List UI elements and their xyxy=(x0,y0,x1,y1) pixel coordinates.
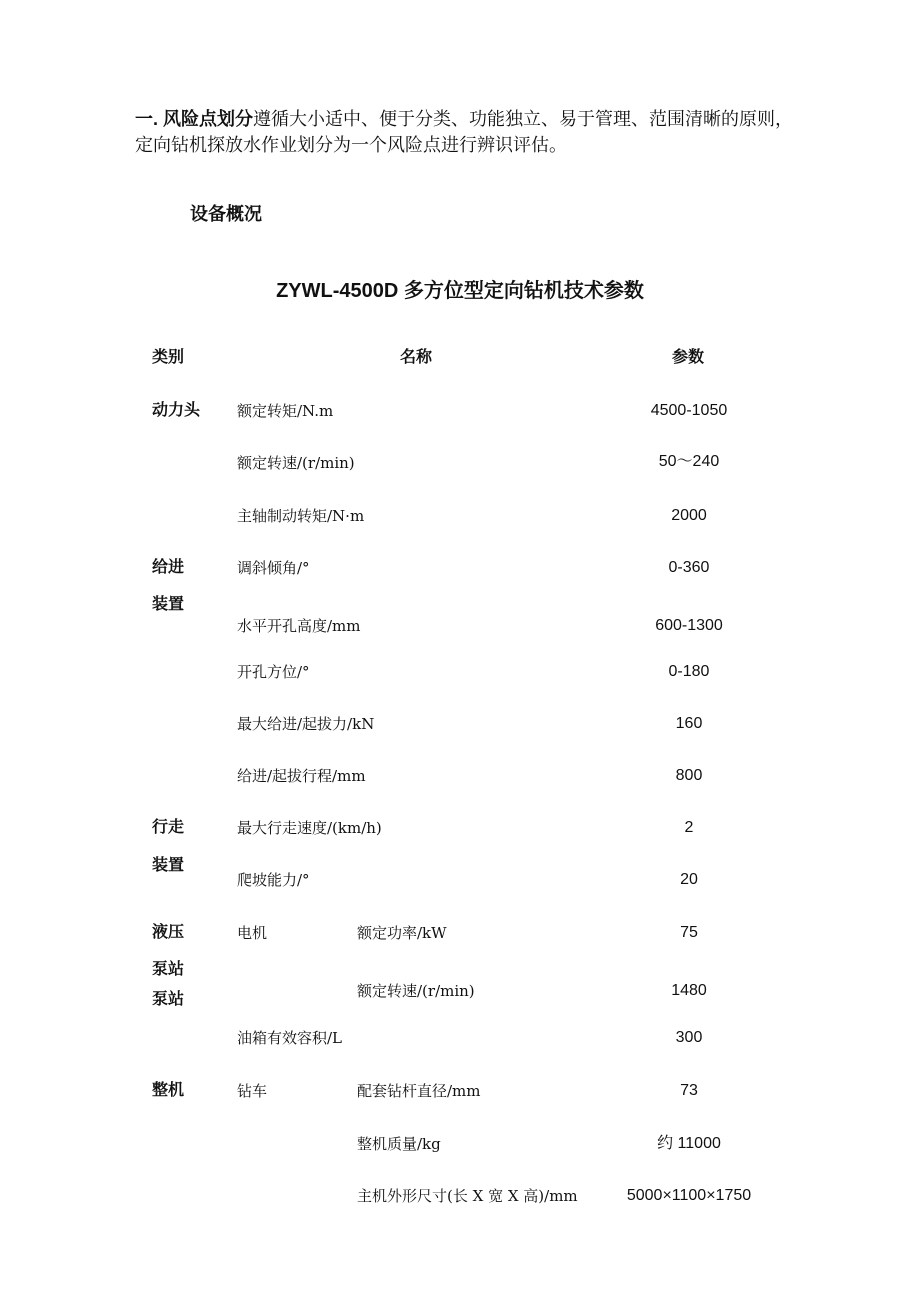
row-name: 爬坡能力/° xyxy=(237,871,310,889)
row-value: 4500-1050 xyxy=(650,402,728,419)
row-name: 额定转速/(r/min) xyxy=(237,454,355,472)
row-value: 800 xyxy=(675,767,703,784)
row-name: 主轴制动转矩/N·m xyxy=(237,507,365,525)
row-value: 73 xyxy=(680,1082,698,1099)
row-value: 2000 xyxy=(671,507,707,524)
row-name: 油箱有效容积/L xyxy=(237,1029,343,1047)
row-name: 主机外形尺寸(长 X 宽 X 高)/mm xyxy=(357,1187,578,1205)
table-title: ZYWL-4500D 多方位型定向钻机技术参数 xyxy=(276,280,644,302)
category-label: 行走 xyxy=(152,819,185,836)
row-name: 整机质量/kg xyxy=(357,1135,441,1153)
header-category: 类别 xyxy=(152,349,185,366)
row-name: 配套钻杆直径/mm xyxy=(357,1082,481,1100)
header-name: 名称 xyxy=(400,349,433,366)
subgroup-label: 电机 xyxy=(237,924,268,942)
row-value: 20 xyxy=(680,871,698,888)
row-value: 0-180 xyxy=(668,663,710,680)
category-label: 装置 xyxy=(152,596,185,613)
row-value: 300 xyxy=(675,1029,703,1046)
row-value: 1480 xyxy=(671,982,707,999)
row-value: 600-1300 xyxy=(655,617,723,634)
category-label: 泵站 xyxy=(152,961,185,978)
category-label: 泵站 xyxy=(152,991,185,1008)
intro-lead: 一. 风险点划分 xyxy=(135,109,254,129)
row-name: 最大行走速度/(km/h) xyxy=(237,819,382,837)
intro-paragraph xyxy=(135,106,795,158)
row-name: 额定转速/(r/min) xyxy=(357,982,475,1000)
row-value: 约 11000 xyxy=(657,1135,721,1152)
row-name: 调斜倾角/° xyxy=(237,559,310,577)
subgroup-label: 钻车 xyxy=(237,1082,268,1100)
header-value: 参数 xyxy=(672,349,705,366)
row-name: 开孔方位/° xyxy=(237,663,310,681)
category-label: 给进 xyxy=(152,559,185,576)
category-label: 液压 xyxy=(152,924,185,941)
row-value: 5000×1100×1750 xyxy=(626,1187,752,1204)
row-name: 水平开孔高度/mm xyxy=(237,617,361,635)
category-label: 动力头 xyxy=(152,402,201,419)
row-name: 额定转矩/N.m xyxy=(237,402,334,420)
row-name: 给进/起拔行程/mm xyxy=(237,767,366,785)
row-name: 最大给进/起拔力/kN xyxy=(237,715,375,733)
row-value: 160 xyxy=(675,715,703,732)
row-value: 75 xyxy=(680,924,698,941)
row-value: 50～240 xyxy=(658,453,720,470)
category-label: 装置 xyxy=(152,857,185,874)
category-label: 整机 xyxy=(152,1082,185,1099)
intro-text: 遵循大小适中、便于分类、功能独立、易于管理、范围清晰的原则，定向钻机探放水作业划分为一个风险点进行辨识评估。 xyxy=(135,109,794,155)
row-value: 2 xyxy=(684,819,694,836)
row-name: 额定功率/kW xyxy=(357,924,447,942)
row-value: 0-360 xyxy=(668,559,710,576)
section-heading: 设备概况 xyxy=(190,204,262,224)
